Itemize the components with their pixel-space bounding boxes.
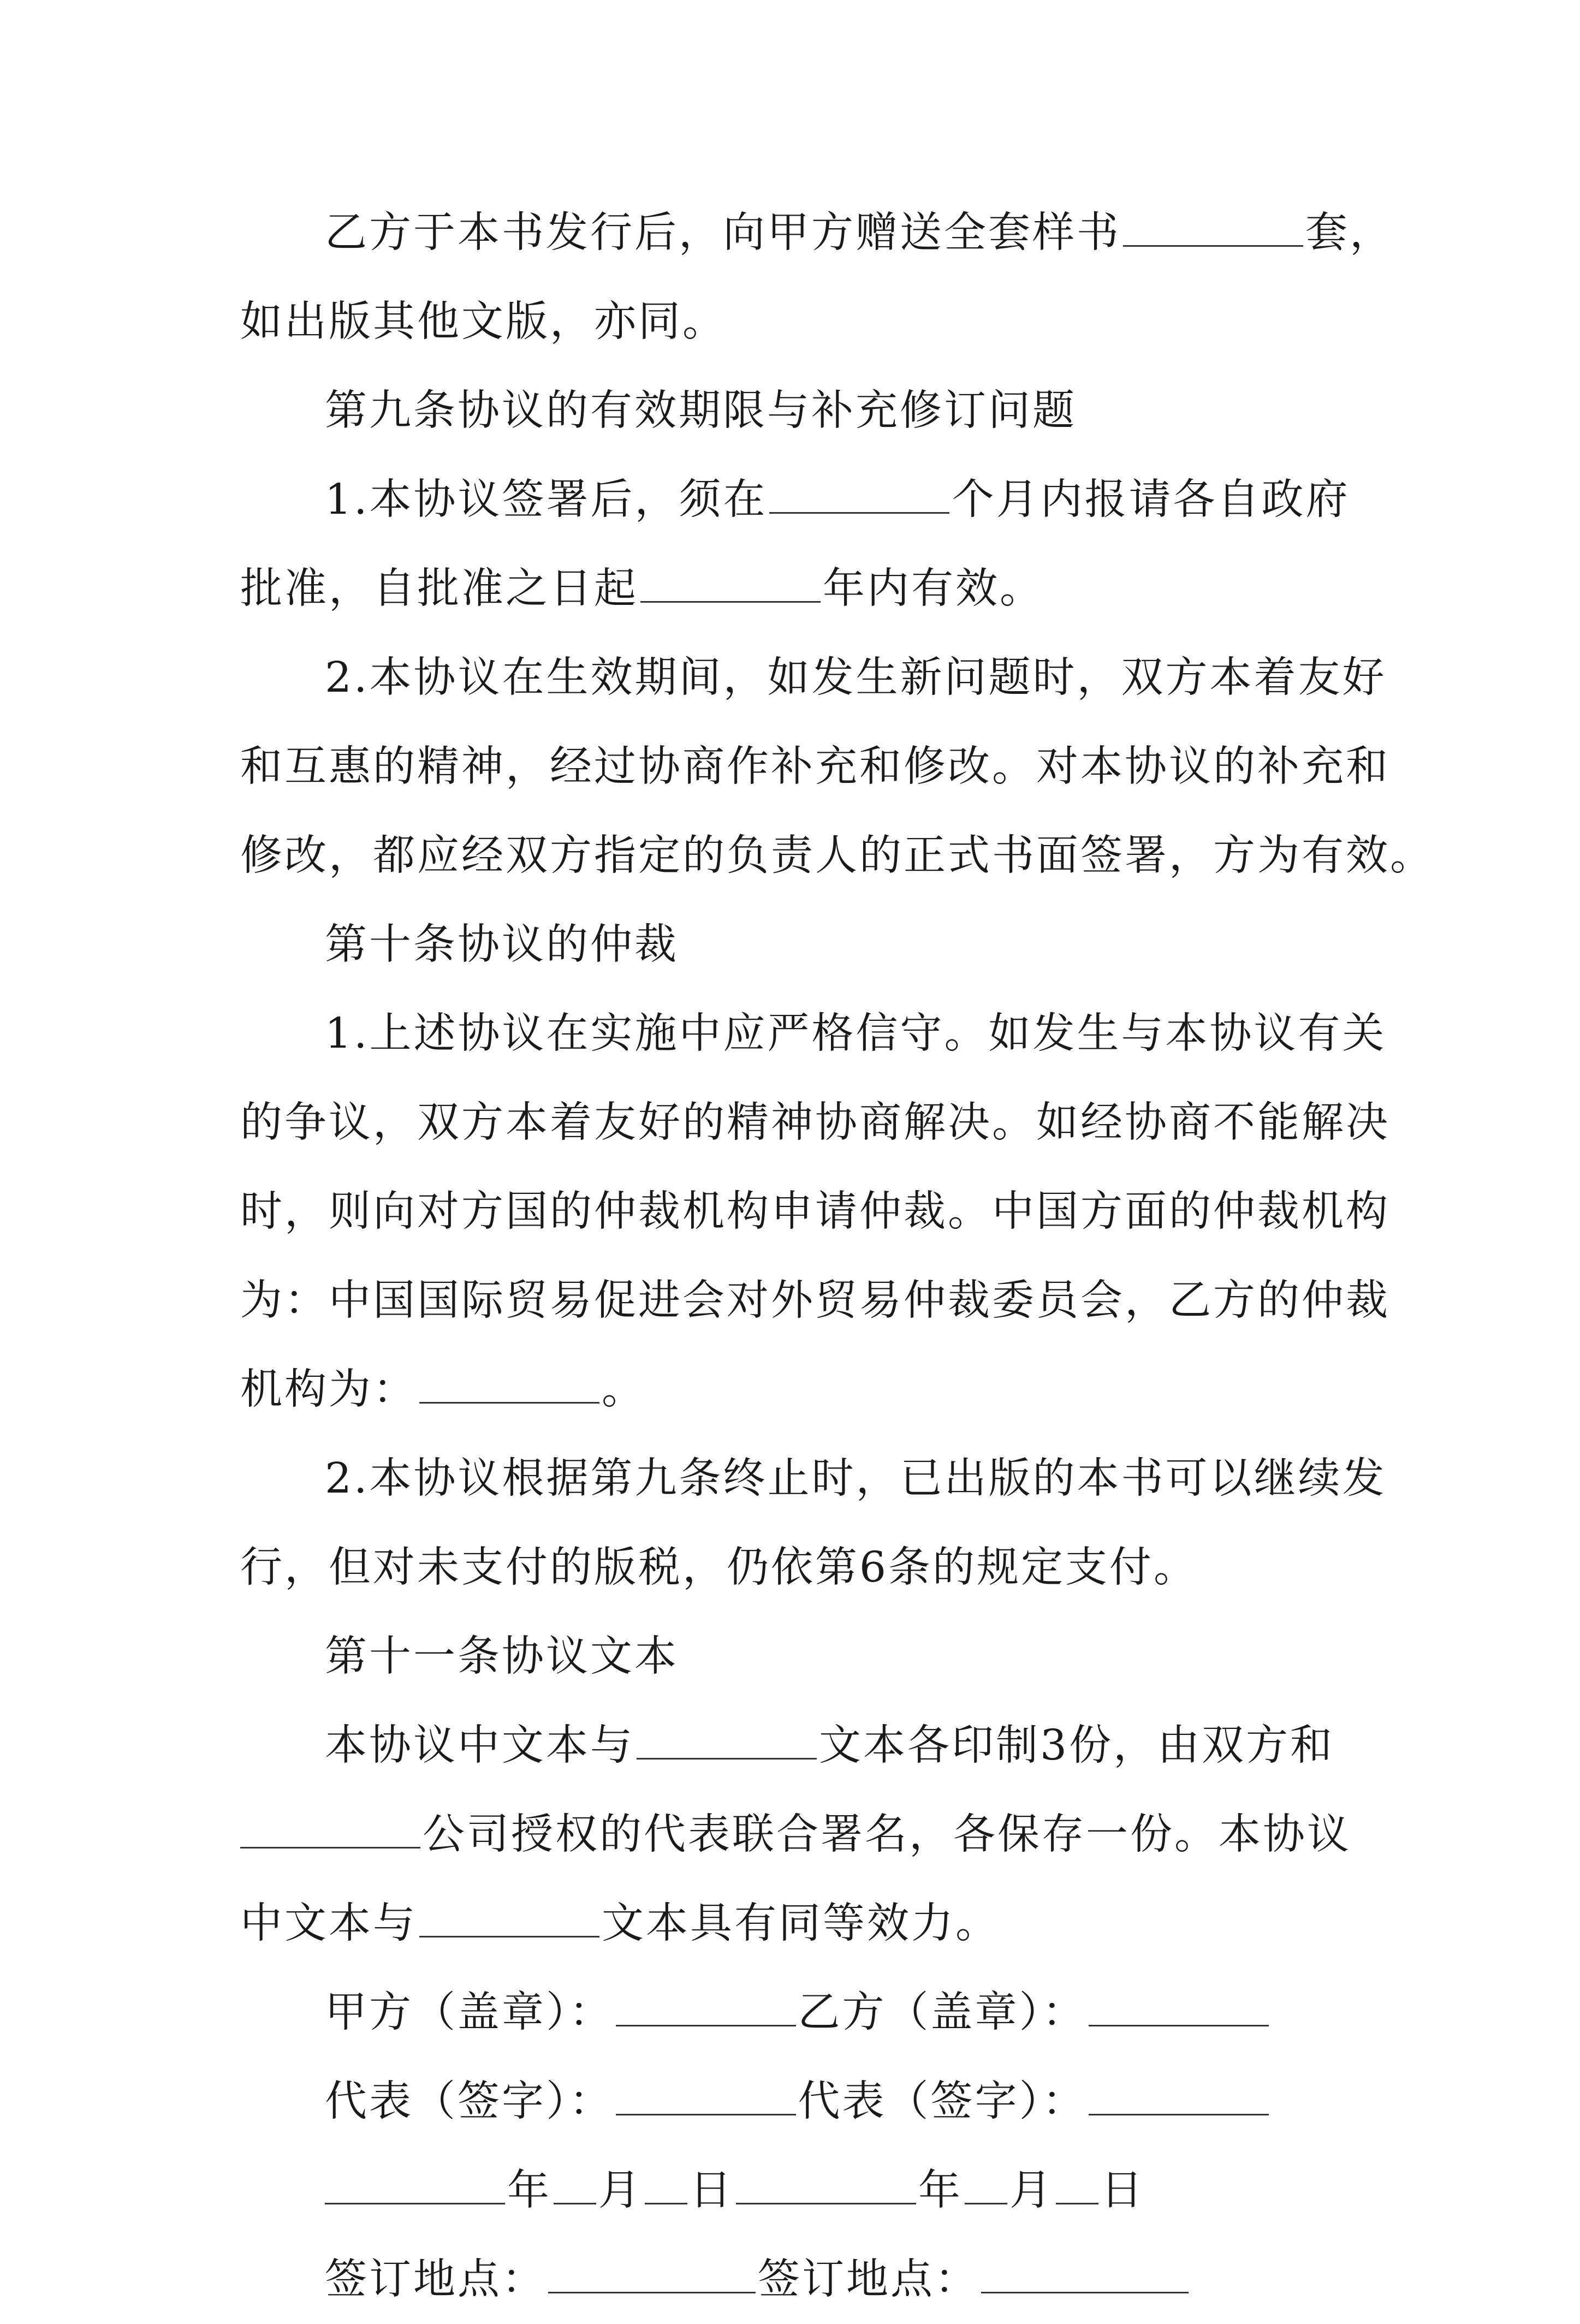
text-10-1-d: 为：中国国际贸易促进会对外贸易仲裁委员会，乙方的仲裁 [240, 1276, 1390, 1325]
line-9-2-b [240, 722, 1390, 811]
date-b-month-field[interactable] [965, 2186, 1007, 2204]
date-b-day-label: 日 [1101, 2166, 1145, 2215]
party-b-seal-label: 乙方（盖章）： [798, 1988, 1086, 2037]
place-b-label: 签订地点： [758, 2255, 979, 2304]
paragraph-9-1 [240, 455, 1349, 544]
date-a-month-field[interactable] [554, 2186, 596, 2204]
line-10-1-c [240, 1167, 1390, 1256]
text-9-2-c: 修改，都应经双方指定的负责人的正式书面签署，方为有效。 [240, 831, 1434, 880]
text-11-d: 中文本与 [240, 1899, 417, 1948]
place-b-field[interactable] [981, 2275, 1189, 2293]
date-a-year-label: 年 [507, 2166, 551, 2215]
text-9-2-a: 2.本协议在生效期间，如发生新问题时，双方本着友好 [325, 653, 1387, 702]
text-11-c: 公司授权的代表联合署名，各保存一份。本协议 [423, 1810, 1351, 1859]
line-9-1-cont [240, 544, 1349, 633]
text-11-e: 文本具有同等效力。 [602, 1899, 1000, 1948]
place-a-field[interactable] [548, 2275, 756, 2293]
text-11-a: 本协议中文本与 [325, 1721, 634, 1770]
date-b-month-label: 月 [1009, 2166, 1054, 2215]
blank-field-years[interactable] [640, 585, 821, 603]
blank-field-sample-count[interactable] [1123, 229, 1303, 247]
signature-place-row [240, 2235, 1349, 2324]
blank-field-arbitration-body[interactable] [419, 1386, 599, 1404]
line-9-2-c [240, 811, 1434, 900]
rep-b-field[interactable] [1089, 2097, 1269, 2115]
text-9-1-a: 1.本协议签署后，须在 [325, 476, 768, 524]
text-9-1-d: 年内有效。 [823, 564, 1044, 613]
line-11-d [240, 1879, 1349, 1968]
date-a-day-field[interactable] [645, 2186, 687, 2204]
blank-field-company[interactable] [240, 1830, 420, 1848]
date-a-year-field[interactable] [325, 2186, 505, 2204]
text-9-1-b: 个月内报请各自政府 [952, 476, 1350, 524]
rep-a-label: 代表（签字）： [325, 2077, 614, 2126]
line-10-1-b [240, 1078, 1390, 1167]
blank-field-language[interactable] [637, 1741, 817, 1760]
date-b-year-label: 年 [918, 2166, 963, 2215]
party-a-seal-field[interactable] [616, 2008, 796, 2026]
line-10-2-b [240, 1523, 1349, 1612]
signature-seal-row [240, 1968, 1349, 2057]
blank-field-language-2[interactable] [419, 1919, 599, 1937]
heading-article-10 [240, 900, 1349, 989]
rep-a-field[interactable] [616, 2097, 796, 2115]
text-sample-books: 乙方于本书发行后，向甲方赠送全套样书 [325, 209, 1121, 257]
text-10-1-c: 时，则向对方国的仲裁机构申请仲裁。中国方面的仲裁机构 [240, 1187, 1390, 1236]
date-a-day-label: 日 [690, 2166, 734, 2215]
text-10-1-a: 1.上述协议在实施中应严格信守。如发生与本协议有关 [325, 1009, 1387, 1058]
article-11-title: 第十一条协议文本 [325, 1632, 679, 1681]
party-a-seal-label: 甲方（盖章）： [325, 1988, 614, 2037]
text-9-2-b: 和互惠的精神，经过协商作补充和修改。对本协议的补充和 [240, 742, 1390, 791]
text-10-1-b: 的争议，双方本着友好的精神协商解决。如经协商不能解决 [240, 1098, 1390, 1147]
blank-field-months[interactable] [769, 496, 949, 514]
text-10-1-e: 机构为： [240, 1365, 417, 1414]
text-10-2-a: 2.本协议根据第九条终止时，已出版的本书可以继续发 [325, 1454, 1387, 1503]
signature-rep-row [240, 2057, 1349, 2146]
line-10-1-e [240, 1345, 1349, 1434]
text-10-1-f: 。 [602, 1365, 646, 1414]
text-10-2-b: 行，但对未支付的版税，仍依第6条的规定支付。 [240, 1543, 1198, 1592]
line-other-editions [240, 277, 1349, 366]
paragraph-10-2 [240, 1434, 1387, 1523]
text-11-b: 文本各印制3份，由双方和 [819, 1721, 1334, 1770]
heading-article-9 [240, 366, 1349, 455]
document-body [240, 188, 1434, 2324]
line-10-1-d [240, 1256, 1390, 1345]
article-9-title: 第九条协议的有效期限与补充修订问题 [325, 387, 1077, 435]
rep-b-label: 代表（签字）： [798, 2077, 1086, 2126]
text-sets: 套， [1305, 209, 1394, 257]
paragraph-10-1 [240, 989, 1387, 1078]
paragraph-11 [240, 1701, 1349, 1790]
line-11-c [240, 1790, 1349, 1879]
heading-article-11 [240, 1612, 1349, 1701]
date-b-year-field[interactable] [736, 2186, 916, 2204]
party-b-seal-field[interactable] [1089, 2008, 1269, 2026]
text-other-editions: 如出版其他文版，亦同。 [240, 298, 727, 346]
text-9-1-c: 批准，自批准之日起 [240, 564, 638, 613]
article-10-title: 第十条协议的仲裁 [325, 920, 679, 969]
date-a-month-label: 月 [598, 2166, 643, 2215]
date-b-day-field[interactable] [1056, 2186, 1098, 2204]
paragraph-sample-books [240, 188, 1394, 277]
paragraph-9-2 [240, 633, 1387, 722]
signature-date-row [240, 2146, 1349, 2235]
place-a-label: 签订地点： [325, 2255, 546, 2304]
